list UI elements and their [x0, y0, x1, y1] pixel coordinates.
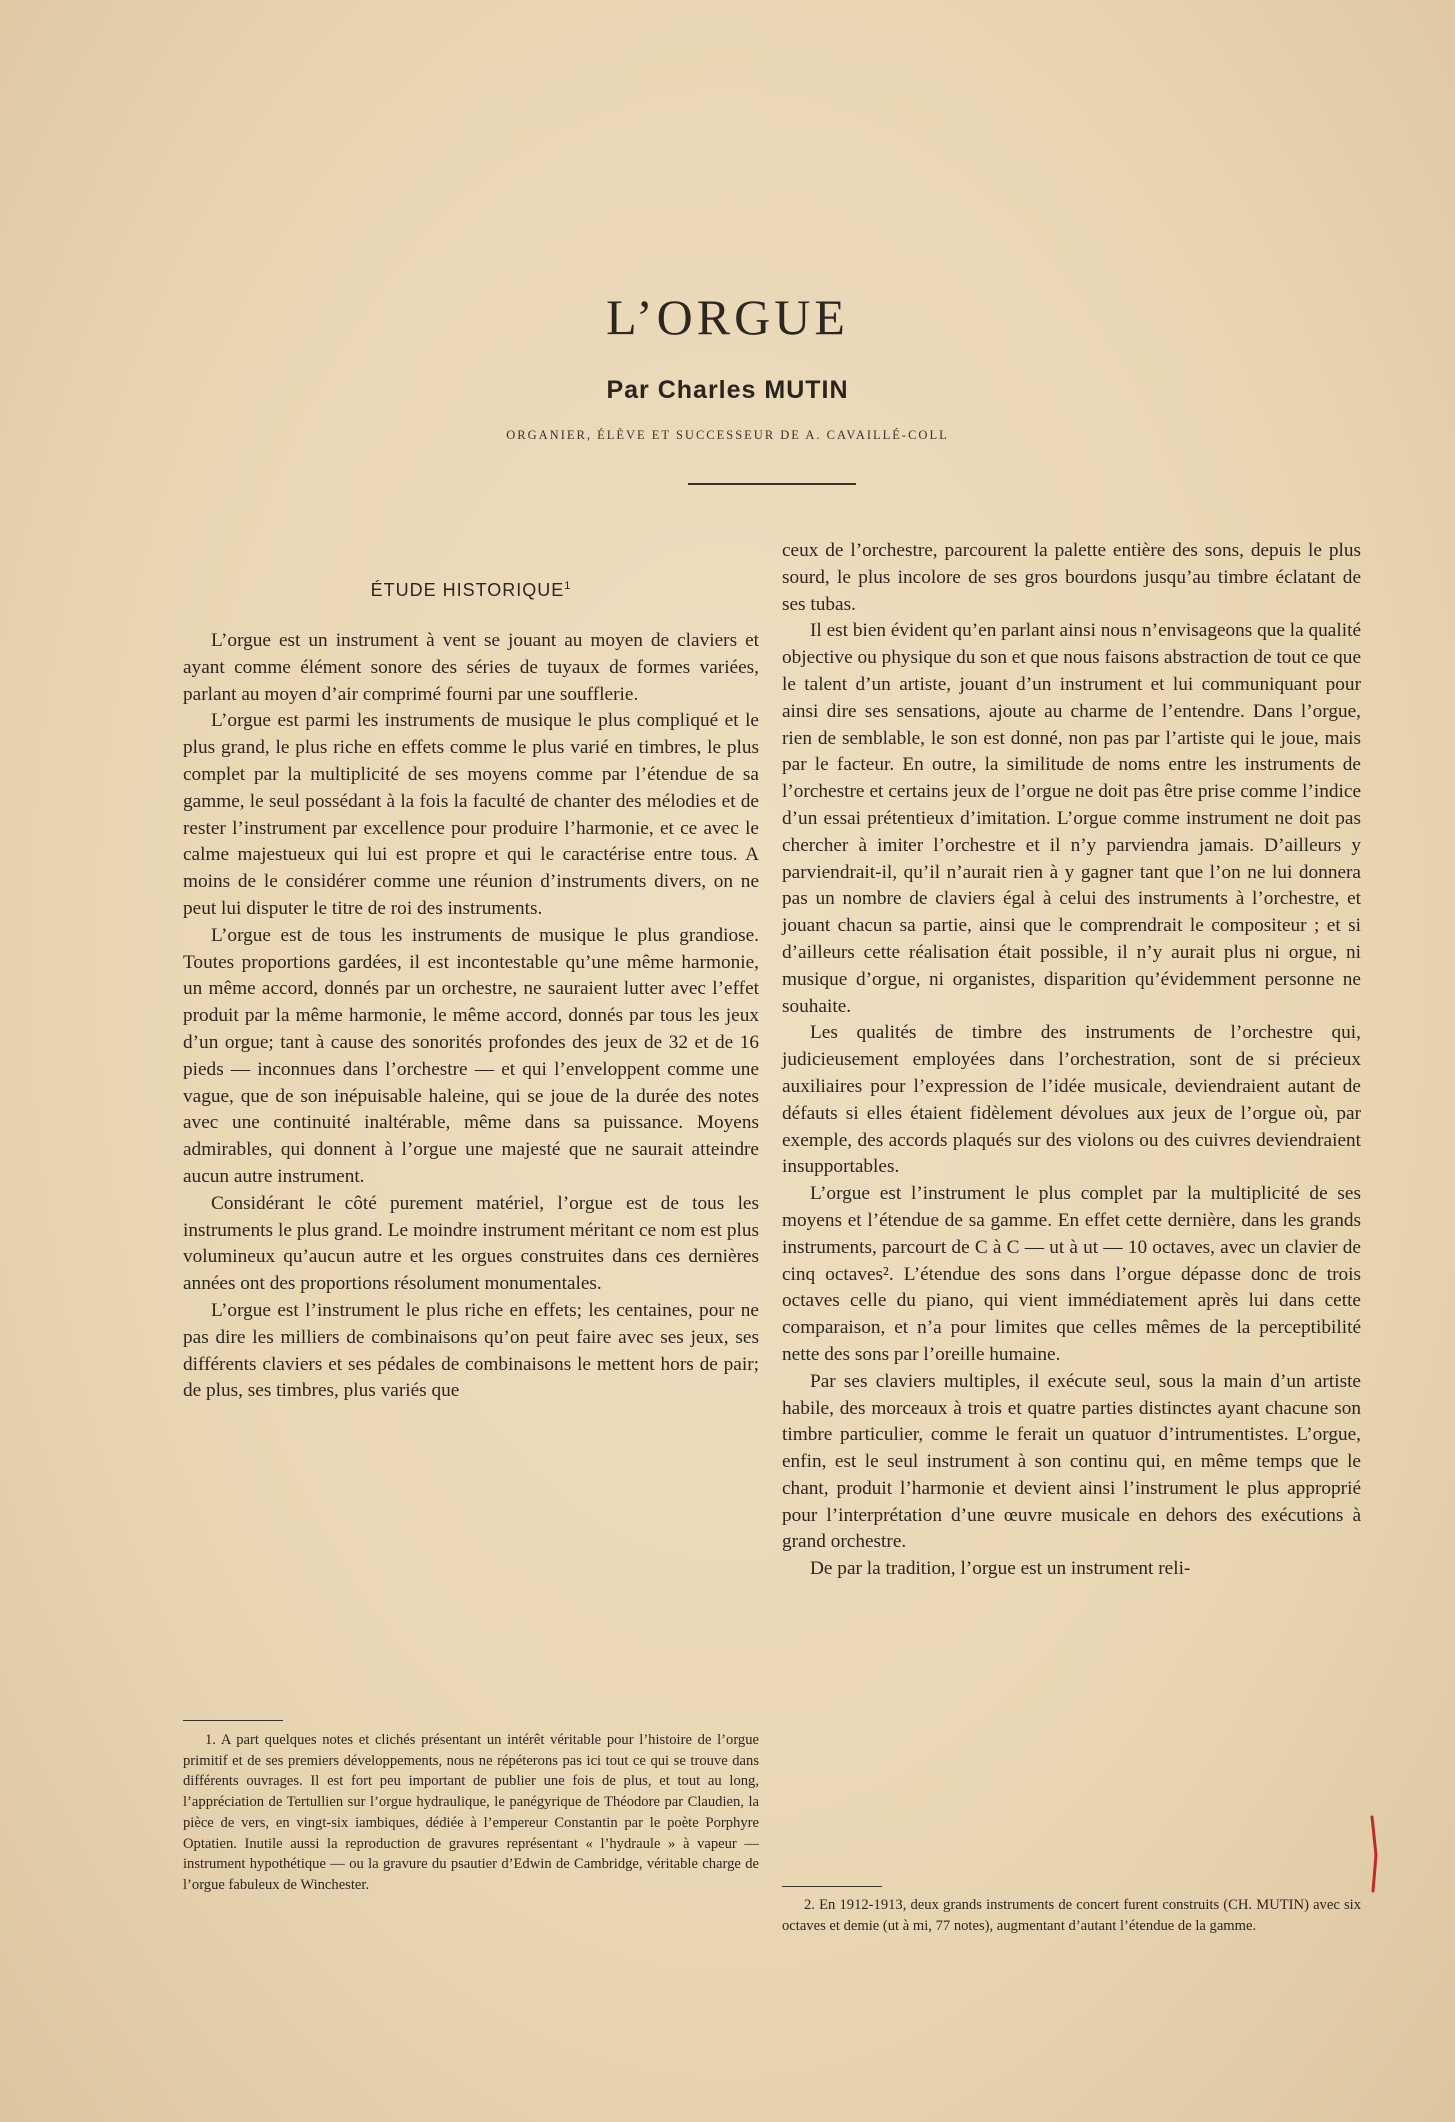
paragraph: L’orgue est l’instrument le plus complet par la multiplicité de ses moyens et l’étendue de sa gamme. En effet cette dernière, dans les grands instruments, parcourt de C à C — ut à ut — 10 octaves, avec un clavier de cinq octaves². L’étendue des sons dans l’orgue dépasse donc de trois octaves celle du piano, qui vient immédiatement après lui dans cette comparaison, et n’a pour limites que celles mêmes de la perceptibilité nette des sons par l’oreille humaine. — [782, 1183, 1361, 1365]
section-heading-text: ÉTUDE HISTORIQUE — [370, 580, 565, 600]
paragraph: Les qualités de timbre des instruments de l’orchestre qui, judicieusement employées dans l’orchestration, sont de si précieux auxiliaires pour l’expression de l’idée musicale, deviendraient autant de défauts si elles étaient fidèlement dévolues aux jeux de l’orgue où, par exemple, des accords plaqués sur des violons ou des cuivres deviendraient insupportables. — [782, 1022, 1361, 1178]
footnote-1 — [183, 1730, 759, 1896]
paragraph: L’orgue est un instrument à vent se jouant au moyen de claviers et ayant comme élément sonore des séries de tuyaux de formes variées, parlant au moyen d’air comprimé fourni par une soufflerie. — [183, 630, 759, 705]
paragraph: L’orgue est parmi les instruments de musique le plus compliqué et le plus grand, le plus riche en effets comme le plus varié en timbres, le plus complet par la multiplicité de ses moyens comme par l’étendue de sa gamme, le seul possédant à la fois la faculté de chanter des mélodies et de rester l’instrument par excellence pour produire l’harmonie, et ce avec le calme majestueux qui lui est propre et qui le caractérise entre tous. A moins de le considérer comme une réunion d’instruments divers, on ne peut lui disputer le titre de roi des instruments. — [183, 710, 759, 919]
article-title: L’ORGUE — [606, 289, 849, 345]
author-affiliation: ORGANIER, ÉLÈVE ET SUCCESSEUR DE A. CAVAILLÉ-COLL — [506, 428, 949, 442]
left-column — [183, 628, 759, 1405]
footnote-2 — [782, 1895, 1361, 1936]
title-divider — [688, 483, 856, 485]
footnote-text: 2. En 1912-1913, deux grands instruments de concert furent construits (CH. MUTIN) avec six octaves et demie (ut à mi, 77 notes), augmentant d’autant l’étendue de la gamme. — [782, 1897, 1361, 1934]
footnote-ref-1: 1 — [564, 580, 572, 592]
paragraph: Par ses claviers multiples, il exécute seul, sous la main d’un artiste habile, des morceaux à trois et quatre parties distinctes ayant chacune son timbre particulier, comme le ferait un quatuor d’intrumentistes. L’orgue, enfin, est le seul instrument à son continu qui, en même temps que le chant, produit l’harmonie et devient ainsi l’instrument le plus approprié pour l’interprétation d’une œuvre musicale en dehors des exécutions à grand orchestre. — [782, 1370, 1361, 1553]
footnote-divider — [183, 1720, 283, 1721]
author-byline: Par Charles MUTIN — [606, 376, 849, 404]
paragraph: De par la tradition, l’orgue est un instrument reli- — [810, 1558, 1191, 1580]
section-heading — [183, 580, 759, 601]
paragraph: Il est bien évident qu’en parlant ainsi nous n’envisageons que la qualité objective ou physique du son et que nous faisons abstraction de tout ce que le talent d’un artiste, jouant d’un instrument et lui communiquant pour ainsi dire ses sensations, ajoute au charme de l’entendre. Dans l’orgue, rien de semblable, le son est donné, non pas par l’artiste qui le joue, mais par le facteur. En outre, la similitude de noms entre les instruments de l’orchestre et certains jeux de l’orgue ne doit pas être prise comme l’indice d’un essai prétentieux d’imitation. L’orgue comme instrument ne doit pas chercher à imiter l’orchestre et il n’y parviendra jamais. D’ailleurs y parviendrait-il, qu’il n’aurait rien à y gagner tant que l’on ne lui donnera pas un nombre de claviers égal à celui des instruments à l’orchestre, et jouant chacun sa partie, ainsi que le comprendrait le compositeur ; et si d’ailleurs cette réalisation était possible, il n’y aurait plus ni orgue, ni musique d’orgue, ni organistes, disparition qu’évidemment personne ne souhaite. — [782, 620, 1361, 1017]
paragraph: L’orgue est de tous les instruments de musique le plus grandiose. Toutes proportions gardées, il est incontestable qu’une même harmonie, un même accord, donnés par un orchestre, ne sauraient lutter avec l’effet produit par la même harmonie, le même accord, donnés par tous les jeux d’un orgue; tant à cause des sonorités profondes des jeux de 32 et de 16 pieds — inconnues dans l’orchestre — et qui l’enveloppent comme une vague, que de son inépuisable haleine, qui se joue de la durée des notes avec une continuité inaltérable, même dans sa puissance. Moyens admirables, qui donnent à l’orgue une majesté que ne saurait atteindre aucun autre instrument. — [183, 924, 759, 1187]
paragraph: ceux de l’orchestre, parcourent la palette entière des sons, depuis le plus sourd, le plus incolore de ses gros bourdons jusqu’au timbre éclatant de ses tubas. — [782, 540, 1361, 615]
right-column — [782, 538, 1361, 1583]
paragraph: L’orgue est l’instrument le plus riche en effets; les centaines, pour ne pas dire les milliers de combinaisons qu’on peut faire avec ses jeux, ses différents claviers et ses pédales de combinaisons le mettent hors de pair; de plus, ses timbres, plus variés que — [183, 1299, 759, 1402]
footnote-text: 1. A part quelques notes et clichés présentant un intérêt véritable pour l’histoire de l’orgue primitif et de ses premiers développements, nous ne répéterons pas ici tout ce qui se trouve dans différents ouvrages. Il est fort peu important de publier une fois de plus, et tout au long, l’appréciation de Tertullien sur l’orgue hydraulique, le panégyrique de Théodore par Claudien, la pièce de vers, en vingt-six iambiques, dédiée à l’empereur Constantin par le poète Porphyre Optatien. Inutile aussi la reproduction de gravures représentant « l’hydraule » à vapeur — instrument hypothétique — ou la gravure du psautier d’Edwin de Cambridge, véritable charge de l’orgue fabuleux de Winchester. — [183, 1732, 759, 1893]
footnote-divider — [782, 1886, 882, 1887]
paragraph: Considérant le côté purement matériel, l’orgue est de tous les instruments le plus grand. Le moindre instrument méritant ce nom est plus volumineux qu’aucun autre et les orgues construites dans ces dernières années ont des proportions résolument monumentales. — [183, 1192, 759, 1295]
margin-pencil-mark — [1370, 1815, 1378, 1893]
